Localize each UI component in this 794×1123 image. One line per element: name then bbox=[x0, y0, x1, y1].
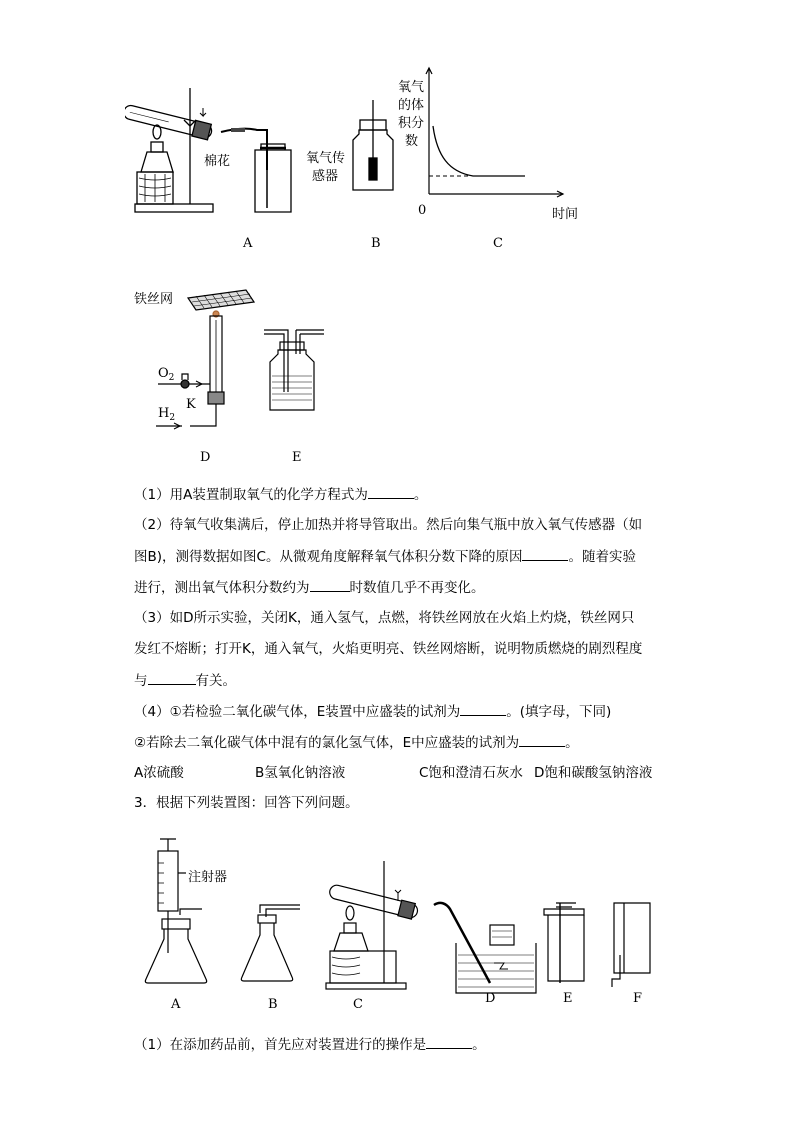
chart-y-label-3: 积分 bbox=[398, 116, 425, 131]
h2-inlet-label: $H_2$ bbox=[158, 406, 176, 423]
cotton-label: 棉花 bbox=[204, 154, 231, 169]
oxygen-volume-chart bbox=[415, 66, 575, 206]
question-3-line-2: 发红不熔断；打开K，通入氧气，火焰更明亮、铁丝网熔断，说明物质燃烧的剧烈程度 bbox=[134, 641, 643, 657]
answer-blank[interactable] bbox=[368, 485, 414, 499]
chart-y-label-1: 氧气 bbox=[398, 80, 425, 95]
option-c: C饱和澄清石灰水 bbox=[419, 765, 523, 781]
figure-label-a: A bbox=[243, 236, 253, 251]
chart-y-label-2: 的体 bbox=[398, 98, 425, 113]
o2-inlet-label: $O_2$ bbox=[158, 366, 175, 383]
figure-1-apparatus-e bbox=[260, 320, 330, 415]
answer-blank[interactable] bbox=[426, 1035, 472, 1049]
question-2-line-1: （2）待氧气收集满后，停止加热并将导管取出。然后向集气瓶中放入氧气传感器（如 bbox=[134, 517, 643, 533]
wire-mesh-label: 铁丝网 bbox=[134, 292, 174, 307]
question-4-line-2: ②若除去二氧化碳气体中混有的氯化氢气体，E中应盛装的试剂为 。 bbox=[134, 735, 579, 751]
figure-2-label-b: B bbox=[268, 997, 278, 1012]
figure-2-label-e: E bbox=[563, 991, 573, 1006]
question-2-line-2: 图B)，测得数据如图C。从微观角度解释氧气体积分数下降的原因 。随着实验 bbox=[134, 549, 636, 565]
syringe-label: 注射器 bbox=[188, 870, 228, 885]
question-3-line-3: 与 有关。 bbox=[134, 673, 236, 689]
valve-k-label: K bbox=[186, 397, 196, 412]
answer-blank[interactable] bbox=[148, 671, 196, 685]
figure-label-e: E bbox=[292, 450, 302, 465]
figure-1-apparatus-b bbox=[345, 100, 395, 195]
question-1: （1）用A装置制取氧气的化学方程式为 。 bbox=[134, 487, 428, 503]
figure-2-apparatus bbox=[140, 835, 660, 1000]
figure-2-label-d: D bbox=[485, 991, 496, 1006]
option-b: B氢氧化钠溶液 bbox=[255, 765, 346, 781]
oxygen-sensor-label-1: 氧气传 bbox=[306, 151, 346, 166]
figure-label-d: D bbox=[200, 450, 211, 465]
question-3-1: （1）在添加药品前，首先应对装置进行的操作是 。 bbox=[134, 1037, 486, 1053]
answer-blank[interactable] bbox=[519, 733, 565, 747]
answer-blank[interactable] bbox=[522, 547, 568, 561]
question-3-title: 3．根据下列装置图：回答下列问题。 bbox=[134, 795, 359, 811]
chart-origin: 0 bbox=[418, 203, 427, 218]
figure-2-label-c: C bbox=[353, 997, 363, 1012]
figure-label-b: B bbox=[371, 236, 381, 251]
figure-2-label-f: F bbox=[633, 991, 643, 1006]
figure-label-c: C bbox=[493, 236, 503, 251]
option-a: A浓硫酸 bbox=[134, 765, 184, 781]
oxygen-sensor-label-2: 感器 bbox=[312, 169, 339, 184]
question-4-line-1: （4）①若检验二氧化碳气体，E装置中应盛装的试剂为 。(填字母，下同) bbox=[134, 704, 612, 720]
answer-blank[interactable] bbox=[460, 702, 506, 716]
chart-x-label: 时间 bbox=[552, 207, 579, 222]
option-d: D饱和碳酸氢钠溶液 bbox=[534, 765, 653, 781]
chart-y-label-4: 数 bbox=[405, 134, 419, 149]
answer-blank[interactable] bbox=[310, 578, 350, 592]
question-2-line-3: 进行，测出氧气体积分数约为 时数值几乎不再变化。 bbox=[134, 580, 485, 596]
question-3-line-1: （3）如D所示实验，关闭K，通入氢气，点燃，将铁丝网放在火焰上灼烧，铁丝网只 bbox=[134, 610, 635, 626]
figure-2-label-a: A bbox=[171, 997, 181, 1012]
